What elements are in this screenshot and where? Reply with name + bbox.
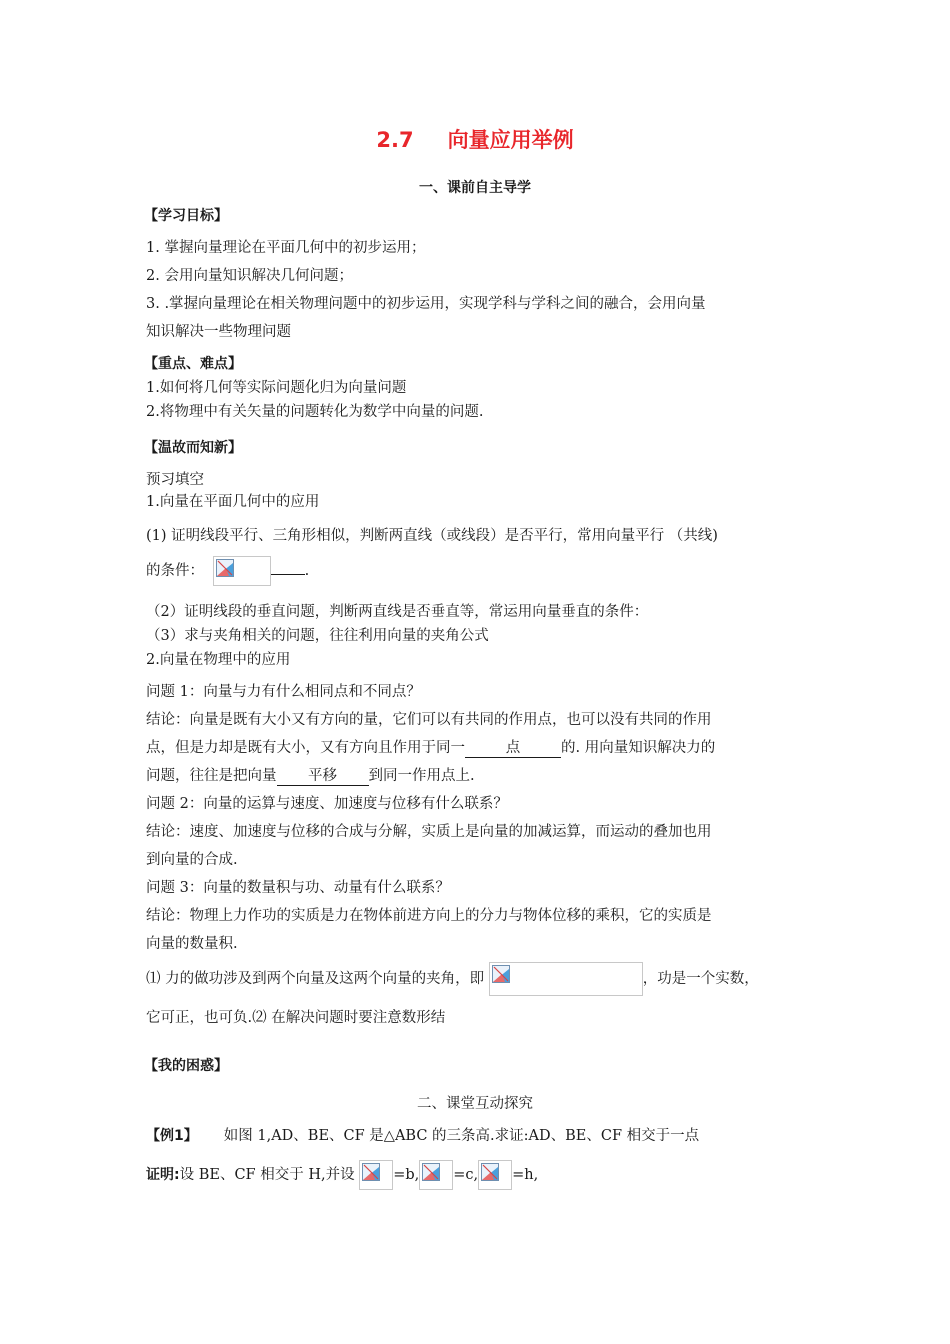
review-p1b-prefix: 的条件： (146, 563, 204, 579)
conclusion-3a: 结论：物理上力作功的实质是力在物体前进方向上的分力与物体位移的乘积，它的实质是 (146, 908, 712, 924)
proof-line (146, 1160, 538, 1190)
work-line-1 (146, 962, 759, 996)
broken-image-icon (481, 1163, 499, 1181)
keypoint-item-1: 1.如何将几何等实际问题化归为向量问题 (146, 380, 407, 396)
goal-item-3-cont: 知识解决一些物理问题 (146, 324, 291, 340)
section1-heading: 一、课前自主导学 (419, 180, 531, 196)
work-line-2: 它可正，也可负.⑵ 在解决问题时要注意数形结 (146, 1010, 446, 1026)
broken-image-icon (422, 1163, 440, 1181)
conclusion-3b: 向量的数量积. (146, 936, 238, 952)
vector-image-2 (419, 1160, 453, 1190)
section2-heading: 二、课堂互动探究 (417, 1096, 533, 1112)
conclusion-1b-suffix: 的. 用向量知识解决力的 (561, 740, 716, 756)
proof-text: 设 BE、CF 相交于 H,并设 (179, 1167, 355, 1183)
answer-blank-1 (271, 574, 305, 575)
vector-eq-3: =h, (512, 1167, 539, 1183)
work-line-1-suffix: ，功是一个实数， (642, 971, 759, 987)
review-heading: 【温故而知新】 (144, 440, 242, 456)
keypoint-item-2: 2.将物理中有关矢量的问题转化为数学中向量的问题. (146, 404, 484, 420)
review-p1b-suffix: . (304, 563, 310, 579)
vector-image-3 (478, 1160, 512, 1190)
vector-image-1 (359, 1160, 393, 1190)
review-p3: （3）求与夹角相关的问题，往往利用向量的夹角公式 (146, 628, 489, 644)
conclusion-1b-prefix: 点，但是力却是既有大小，又有方向且作用于同一 (146, 740, 465, 756)
conclusion-1c-suffix: 到同一作用点上. (368, 768, 475, 784)
review-sub2: 2.向量在物理中的应用 (146, 652, 291, 668)
proof-label: 证明: (146, 1167, 180, 1183)
conclusion-1c-prefix: 问题，往往是把向量 (146, 768, 277, 784)
question-1: 问题 1：向量与力有什么相同点和不同点？ (146, 684, 421, 700)
broken-image-icon (216, 559, 234, 577)
conclusion-1b (146, 738, 715, 758)
review-p2: （2）证明线段的垂直问题，判断两直线是否垂直等，常运用向量垂直的条件： (146, 604, 649, 620)
review-p1b (146, 556, 309, 586)
title-text: 向量应用举例 (447, 128, 574, 152)
question-3: 问题 3：向量的数量积与功、动量有什么联系？ (146, 880, 450, 896)
preview-label: 预习填空 (146, 472, 204, 488)
example-label: 【例1】 (146, 1128, 198, 1144)
conclusion-2a: 结论：速度、加速度与位移的合成与分解，实质上是向量的加减运算，而运动的叠加也用 (146, 824, 712, 840)
confusion-heading: 【我的困惑】 (144, 1058, 228, 1074)
work-line-1-prefix: ⑴ 力的做功涉及到两个向量及这两个向量的夹角，即 (146, 971, 485, 987)
page-title (0, 126, 950, 154)
goal-item-2: 2. 会用向量知识解决几何问题； (146, 268, 353, 284)
goal-item-1: 1. 掌握向量理论在平面几何中的初步运用； (146, 240, 426, 256)
conclusion-2b: 到向量的合成. (146, 852, 238, 868)
work-formula-image (489, 962, 643, 996)
example-text: 如图 1,AD、BE、CF 是△ABC 的三条高.求证:AD、BE、CF 相交于一点 (223, 1128, 700, 1144)
conclusion-1c (146, 766, 475, 786)
keypoints-heading: 【重点、难点】 (144, 356, 242, 372)
example-1 (146, 1126, 699, 1146)
review-p1a: (1) 证明线段平行、三角形相似，判断两直线（或线段）是否平行，常用向量平行 （共线) (146, 528, 718, 544)
vector-eq-1: =b, (393, 1167, 420, 1183)
formula-image (213, 556, 271, 586)
broken-image-icon (362, 1163, 380, 1181)
title-number: 2.7 (376, 128, 414, 152)
question-2: 问题 2：向量的运算与速度、加速度与位移有什么联系？ (146, 796, 508, 812)
goals-heading: 【学习目标】 (144, 208, 228, 224)
review-sub1: 1.向量在平面几何中的应用 (146, 494, 320, 510)
answer-blank-2: 点 (465, 739, 561, 758)
answer-blank-3: 平移 (277, 767, 369, 786)
broken-image-icon (492, 965, 510, 983)
vector-eq-2: =c, (453, 1167, 479, 1183)
conclusion-1a: 结论：向量是既有大小又有方向的量，它们可以有共同的作用点，也可以没有共同的作用 (146, 712, 712, 728)
goal-item-3: 3. .掌握向量理论在相关物理问题中的初步运用，实现学科与学科之间的融合，会用向量 (146, 296, 706, 312)
